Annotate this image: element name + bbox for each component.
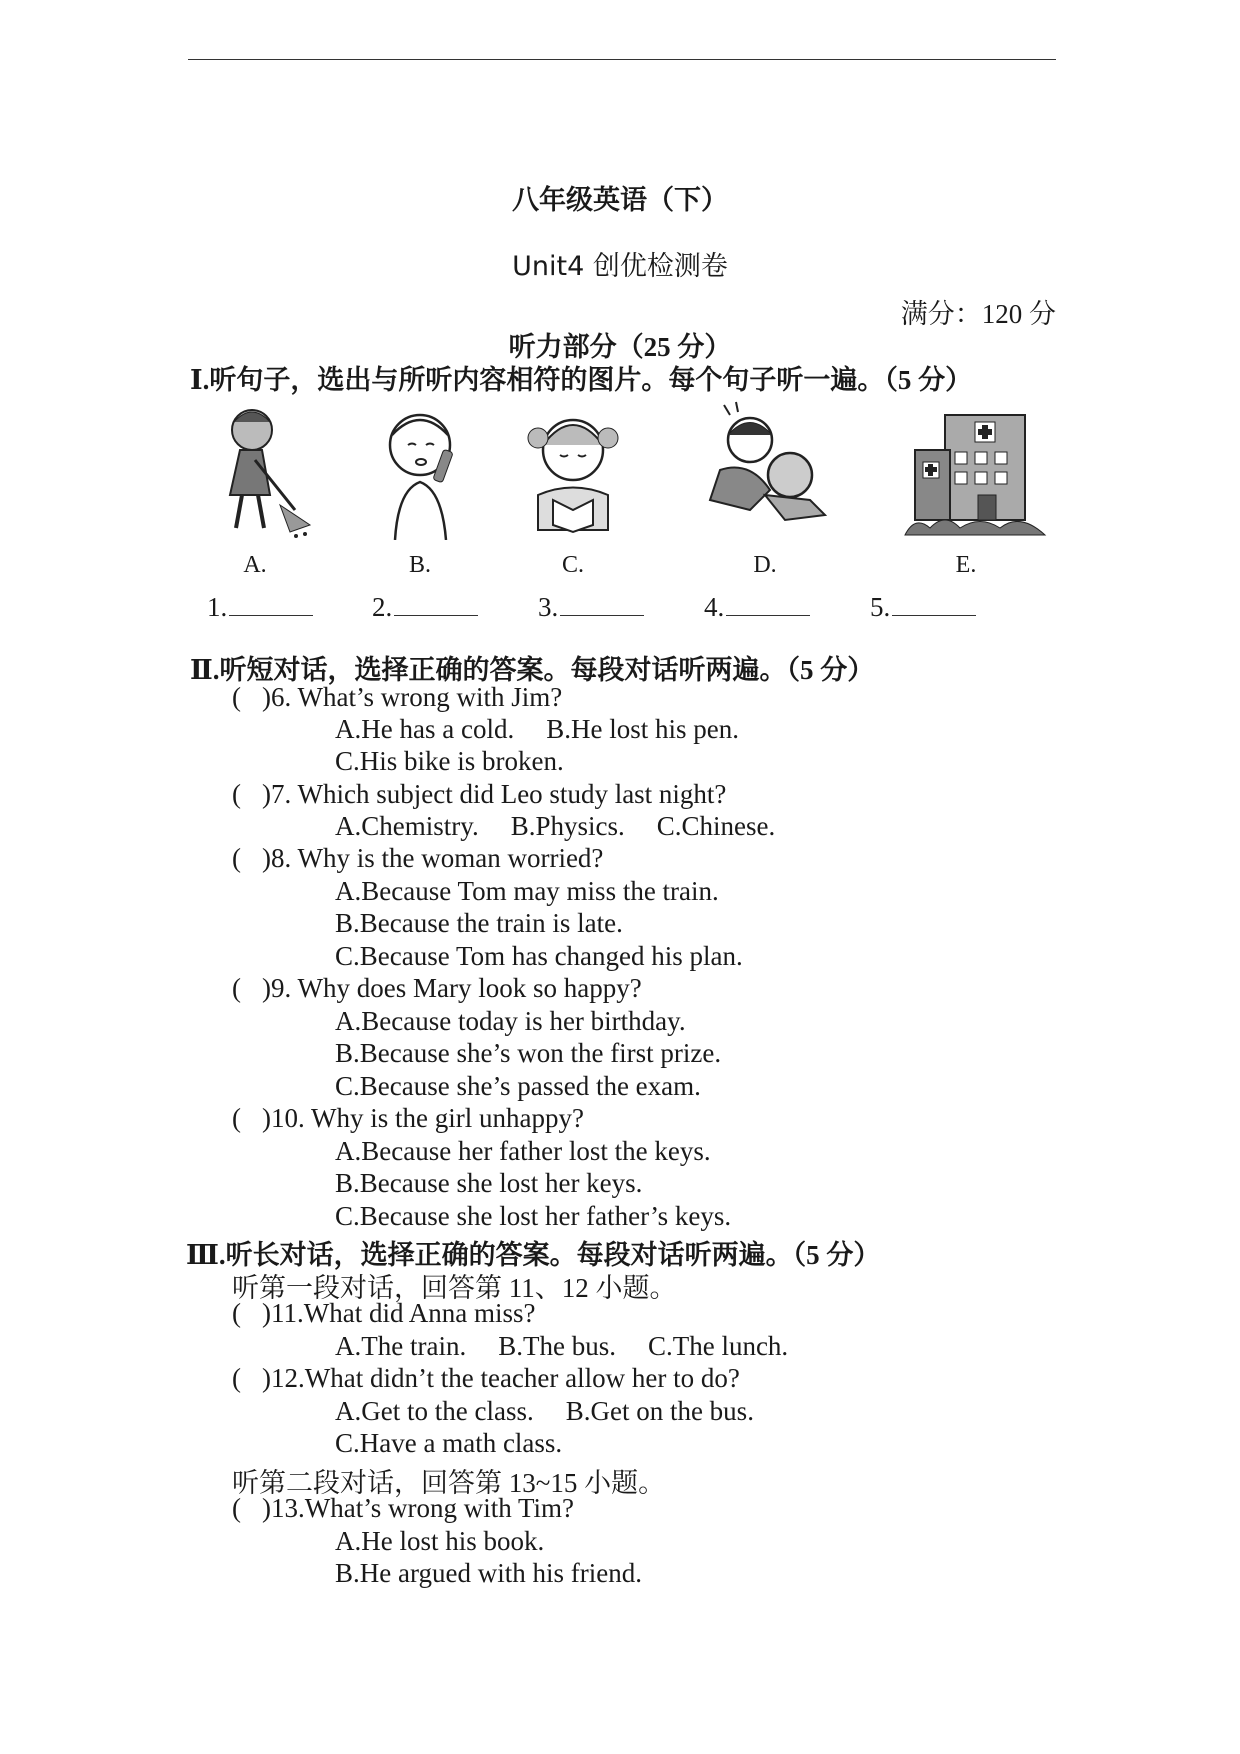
question-12-option-c: C.Have a math class. <box>335 1428 563 1458</box>
question-11-options: A.The train. B.The bus. C.The lunch. <box>335 1331 789 1361</box>
question-6-options: A.He has a cold. B.He lost his pen. <box>335 714 739 744</box>
answer-blank-2[interactable]: 2. <box>372 592 478 623</box>
page-title: 八年级英语（下） <box>512 185 728 216</box>
hospital-icon <box>900 400 1050 540</box>
question-8: ( )8. Why is the woman worried? <box>232 843 604 873</box>
page-subtitle: Unit4 创优检测卷 <box>512 251 728 282</box>
girl-reading-icon <box>518 400 628 540</box>
question-7: ( )7. Which subject did Leo study last night? <box>232 779 727 809</box>
part-title: 听力部分（25 分） <box>508 332 732 362</box>
section3-heading: Ⅲ.听长对话，选择正确的答案。每段对话听两遍。（5 分） <box>186 1240 881 1270</box>
question-8-option-c: C.Because Tom has changed his plan. <box>335 941 743 971</box>
answer-blank-1[interactable]: 1. <box>207 592 313 623</box>
boys-fighting-icon <box>690 400 840 540</box>
question-9: ( )9. Why does Mary look so happy? <box>232 973 642 1003</box>
picture-row <box>200 400 1060 580</box>
question-10: ( )10. Why is the girl unhappy? <box>232 1103 584 1133</box>
question-6: ( )6. What’s wrong with Jim? <box>232 682 563 712</box>
answer-blank-4[interactable]: 4. <box>704 592 810 623</box>
picture-label-e: E. <box>955 552 977 578</box>
question-13: ( )13.What’s wrong with Tim? <box>232 1493 575 1523</box>
dialogue2-note: 听第二段对话，回答第 13~15 小题。 <box>232 1468 666 1498</box>
question-6-option-c: C.His bike is broken. <box>335 746 564 776</box>
question-8-option-b: B.Because the train is late. <box>335 908 623 938</box>
question-12: ( )12.What didn’t the teacher allow her to do? <box>232 1363 740 1393</box>
question-9-option-c: C.Because she’s passed the exam. <box>335 1071 701 1101</box>
picture-label-a: A. <box>243 552 267 578</box>
picture-label-b: B. <box>408 552 431 578</box>
picture-label-c: C. <box>561 552 584 578</box>
section2-heading: Ⅱ.听短对话，选择正确的答案。每段对话听两遍。（5 分） <box>190 655 875 685</box>
question-9-option-a: A.Because today is her birthday. <box>335 1006 686 1036</box>
answer-blank-3[interactable]: 3. <box>538 592 644 623</box>
answer-blank-5[interactable]: 5. <box>870 592 976 623</box>
boy-phone-icon <box>370 400 480 540</box>
girl-sweeping-icon <box>200 400 320 540</box>
picture-label-d: D. <box>753 552 777 578</box>
question-10-option-c: C.Because she lost her father’s keys. <box>335 1201 732 1231</box>
question-8-option-a: A.Because Tom may miss the train. <box>335 876 719 906</box>
total-score: 满分：120 分 <box>900 299 1056 329</box>
question-9-option-b: B.Because she’s won the first prize. <box>335 1038 722 1068</box>
question-10-option-a: A.Because her father lost the keys. <box>335 1136 711 1166</box>
dialogue1-note: 听第一段对话，回答第 11、12 小题。 <box>232 1273 677 1303</box>
question-12-options: A.Get to the class. B.Get on the bus. <box>335 1396 754 1426</box>
question-13-option-b: B.He argued with his friend. <box>335 1558 642 1588</box>
section1-heading: Ⅰ.听句子，选出与所听内容相符的图片。每个句子听一遍。（5 分） <box>190 365 973 395</box>
question-7-options: A.Chemistry. B.Physics. C.Chinese. <box>335 811 776 841</box>
question-13-option-a: A.He lost his book. <box>335 1526 545 1556</box>
header-rule <box>188 59 1056 60</box>
question-10-option-b: B.Because she lost her keys. <box>335 1168 643 1198</box>
question-11: ( )11.What did Anna miss? <box>232 1298 536 1328</box>
